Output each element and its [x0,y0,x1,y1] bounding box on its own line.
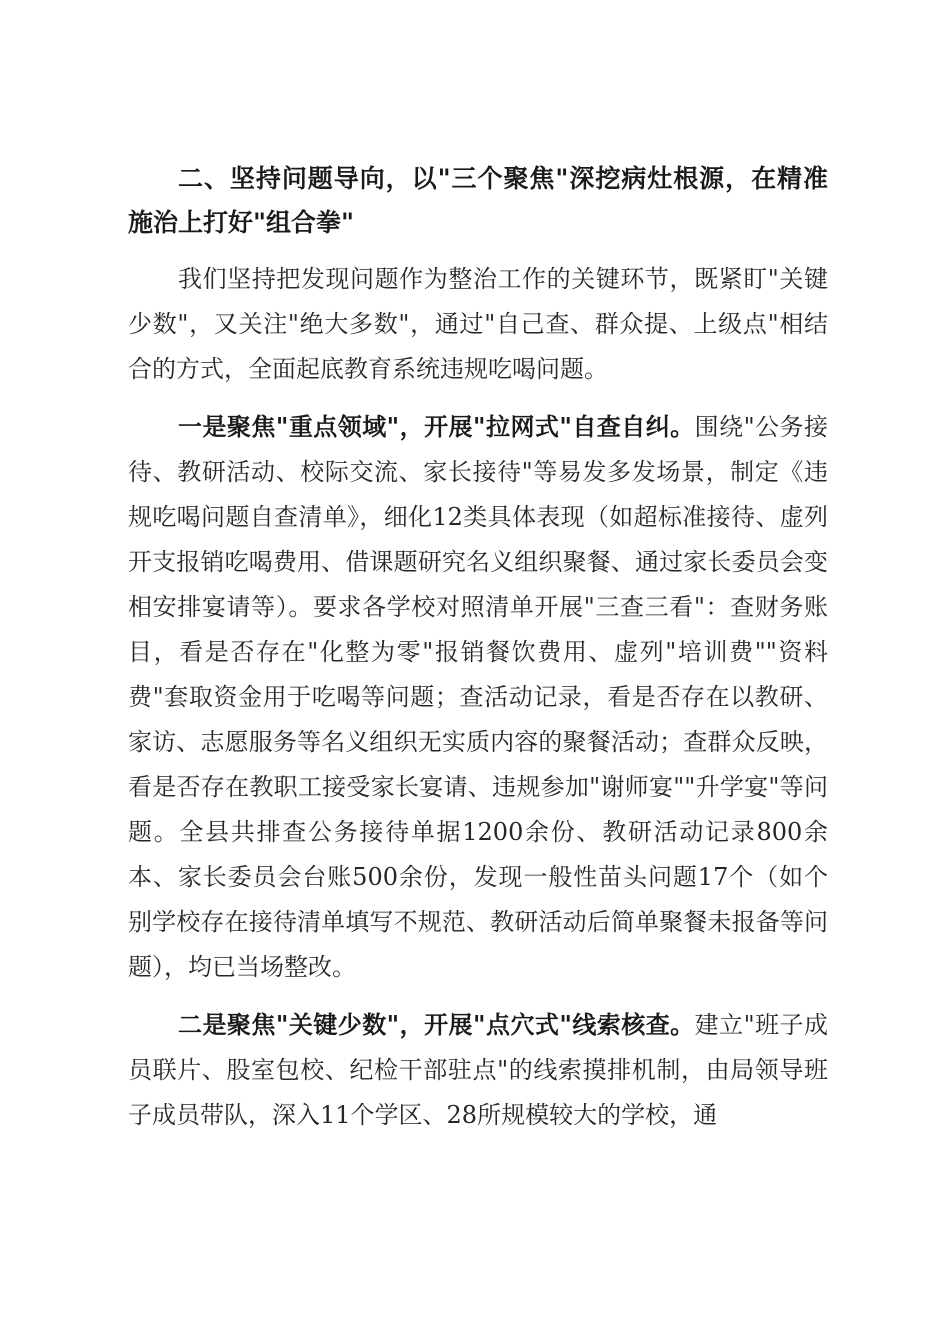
point-two-paragraph [128,1002,828,1138]
intro-paragraph: 我们坚持把发现问题作为整治工作的关键环节，既紧盯"关键少数"，又关注"绝大多数"，通过"自己查、群众提、上级点"相结合的方式，全面起底教育系统违规吃喝问题。 [128,265,828,383]
point-one-lead: 一是聚焦"重点领域"，开展"拉网式"自查自纠。 [178,412,695,441]
document-body [128,157,828,1138]
section-heading: 二、坚持问题导向，以"三个聚焦"深挖病灶根源，在精准施治上打好"组合拳" [128,164,828,237]
point-one-paragraph [128,404,828,990]
point-two-body: 建立"班子成员联片、股室包校、纪检干部驻点"的线索摸排机制，由局领导班子成员带队，深入11个学区、28所规模较大的学校，通 [128,1011,829,1129]
point-two-lead: 二是聚焦"关键少数"，开展"点穴式"线索核查。 [178,1010,695,1039]
point-one-body: 围绕"公务接待、教研活动、校际交流、家长接待"等易发多发场景，制定《违规吃喝问题自查清单》，细化12类具体表现（如超标准接待、虚列开支报销吃喝费用、借课题研究名义组织聚餐、通过家长委员会变相安排宴请等）。要求各学校对照清单开展"三查三看"：查财务账目，看是否存在"化整为零"报销餐饮费用、虚列"培训费""资料费"套取资金用于吃喝等问题；查活动记录，看是否存在以教研、家访、志愿服务等名义组织无实质内容的聚餐活动；查群众反映，看是否存在教职工接受家长宴请、违规参加"谢师宴""升学宴"等问题。全县共排查公务接待单据1200余份、教研活动记录800余本、家长委员会台账500余份，发现一般性苗头问题17个（如个别学校存在接待清单填写不规范、教研活动后简单聚餐未报备等问题），均已当场整改。 [128,413,829,981]
